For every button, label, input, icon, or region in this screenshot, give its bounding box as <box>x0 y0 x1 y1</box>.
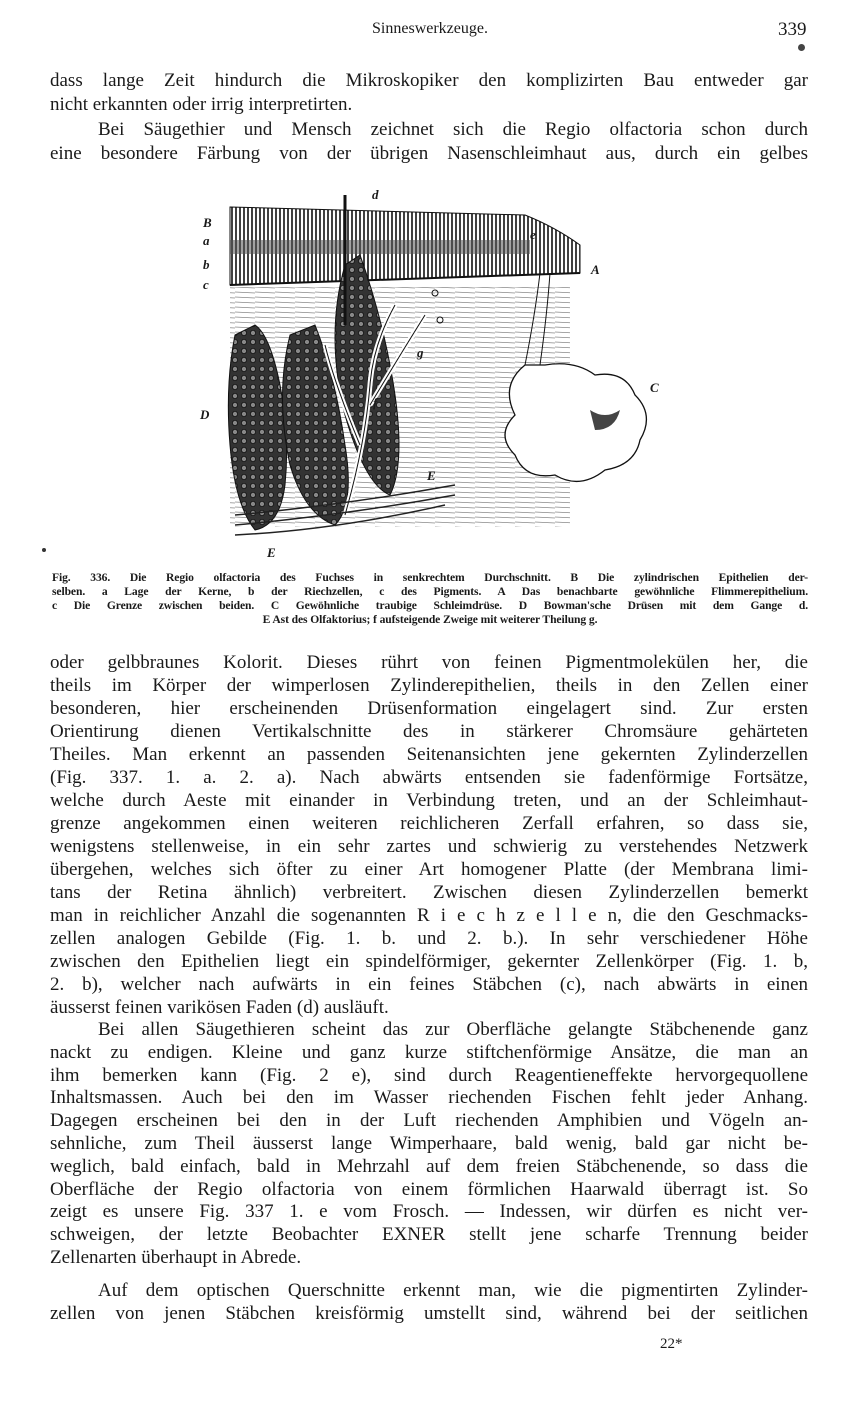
figure-label-c: c <box>203 277 209 292</box>
figure-label-E: E <box>427 468 436 483</box>
text-line: Bei Säugethier und Mensch zeichnet sich die Regio olfactoria schon durch <box>98 118 808 140</box>
text-line: äusserst feinen varikösen Faden (d) ausläuft. <box>50 997 389 1018</box>
text-line: schweigen, der letzte Beobachter EXNER stellt jene scharfe Trennung beider <box>50 1224 808 1246</box>
page-number: 339 <box>778 19 807 40</box>
text-line: Dagegen erscheinen bei den in der Luft riechenden Amphibien und Vögeln an- <box>50 1110 808 1132</box>
text-line: Theiles. Man erkennt an passenden Seitenansichten jene gekernten Zylinderzellen <box>50 744 808 765</box>
text-line: wenigstens stellenweise, in ein sehr zartes und schwierig zu verstehendes Netzwerk <box>50 836 808 857</box>
text-line: theils im Körper der wimperlosen Zylinderepithelien, theils in den Zellen einer <box>50 675 808 696</box>
text-line: zeigt es unsere Fig. 337 1. e vom Frosch. — Indessen, wir dürfen es nicht ver- <box>50 1201 808 1223</box>
text-line: Zellenarten überhaupt in Abrede. <box>50 1246 302 1268</box>
figure-label-e: e <box>530 227 536 242</box>
text-block-paragraph-2 <box>50 1019 808 1270</box>
text-block-top <box>50 69 808 166</box>
figure-label-g: g <box>417 345 424 360</box>
text-line: (Fig. 337. 1. a. 2. a). Nach abwärts entsenden sie fadenförmige Fortsätze, <box>50 767 808 788</box>
text-line: zellen analogen Gebilde (Fig. 1. b. und 2. b.). In sehr verschiedener Höhe <box>50 928 808 949</box>
figure-label-E-lower: E <box>267 545 276 560</box>
text-line: dass lange Zeit hindurch die Mikroskopiker den komplizirten Bau entweder gar <box>50 70 808 91</box>
text-line: nackt zu endigen. Kleine und ganz kurze stiftchenförmige Ansätze, die man an <box>50 1041 808 1063</box>
text-line: ihm bemerken kann (Fig. 2 e), sind durch Reagentieneffekte hervorgequollene <box>50 1064 808 1086</box>
text-line: welche durch Aeste mit einander in Verbindung treten, und an der Schleimhaut- <box>50 790 808 811</box>
text-block-paragraph-3 <box>50 1279 808 1325</box>
text-line: besonderen, hier erscheinenden Drüsenformation eingelagert sind. Zur ersten <box>50 698 808 719</box>
text-line: man in reichlicher Anzahl die sogenannten R i e c h z e l l e n, die den Geschmacks- <box>50 905 808 926</box>
figure-label-D: D <box>200 407 210 422</box>
figure-label-d: d <box>372 187 379 202</box>
text-block-middle <box>50 651 808 1019</box>
text-line: grenze angekommen einen weiteren reichlicheren Zerfall erfahren, so dass sie, <box>50 813 808 834</box>
figure-label-f: f <box>373 395 378 410</box>
signature-mark: 22* <box>660 1336 683 1352</box>
caption-line: E Ast des Olfaktorius; f aufsteigende Zweige mit weiterer Theilung g. <box>262 613 598 626</box>
text-line: übergehen, welches sich öfter zu einer Art homogener Platte (der Membrana limi- <box>50 859 808 880</box>
text-line: Bei allen Säugethieren scheint das zur Oberfläche gelangte Stäbchenende ganz <box>98 1019 808 1040</box>
text-line: eine besondere Färbung von der übrigen Nasenschleimhaut aus, durch ein gelbes <box>50 142 808 164</box>
text-line: nicht erkannten oder irrig interpretirten. <box>50 94 353 116</box>
text-line: Auf dem optischen Querschnitte erkennt man, wie die pigmentirten Zylinder- <box>98 1280 808 1301</box>
text-line: weglich, bald einfach, bald in Mehrzahl auf dem freien Stäbchenende, so dass die <box>50 1155 808 1177</box>
text-line: Inhaltsmassen. Auch bei den im Wasser riechenden Fischen fehlt jeder Anhang. <box>50 1087 808 1109</box>
caption-line: selben. a Lage der Kerne, b der Riechzellen, c des Pigments. A Das benachbarte gewöhnliche Flimmerepithelium. <box>52 585 808 598</box>
text-line: zellen von jenen Stäbchen kreisförmig umstellt sind, während bei der seitlichen <box>50 1303 808 1324</box>
figure-label-C: C <box>650 380 659 395</box>
text-line: sehnliche, zum Theil äusserst lange Wimperhaare, bald wenig, bald gar nicht be- <box>50 1132 808 1154</box>
text-line: zwischen den Epithelien liegt ein spindelförmiger, gekernter Zellenkörper (Fig. 1. b, <box>50 951 808 972</box>
figure-336-illustration <box>195 185 675 565</box>
figure-label-B: B <box>203 215 212 230</box>
text-line: Oberfläche der Regio olfactoria von einem förmlichen Haarwald überragt ist. So <box>50 1178 808 1200</box>
text-line: Orientirung dienen Vertikalschnitte des in stärkerer Chromsäure gehärteten <box>50 721 808 742</box>
figure-caption <box>52 571 808 627</box>
caption-line: Fig. 336. Die Regio olfactoria des Fuchses in senkrechtem Durchschnitt. B Die zylindrischen Epithelien der- <box>52 571 808 584</box>
text-line: oder gelbbraunes Kolorit. Dieses rührt von feinen Pigmentmolekülen her, die <box>50 652 808 673</box>
ink-dot <box>42 548 46 552</box>
ink-spot <box>798 44 805 51</box>
caption-line: c Die Grenze zwischen beiden. C Gewöhnliche traubige Schleimdrüse. D Bowman'sche Drüsen mit dem Gange d. <box>52 599 808 612</box>
running-head: Sinneswerkzeuge. <box>372 20 488 37</box>
figure-label-A: A <box>591 262 600 277</box>
mucous-gland-C <box>505 364 646 482</box>
figure-label-a: a <box>203 233 210 248</box>
text-line: 2. b), welcher nach aufwärts in ein feines Stäbchen (c), nach abwärts in einen <box>50 974 808 995</box>
text-line: tans der Retina ähnlich) verbreitert. Zwischen diesen Zylinderzellen bemerkt <box>50 882 808 903</box>
figure-label-b: b <box>203 257 210 272</box>
olfactory-region-drawing <box>195 185 675 565</box>
